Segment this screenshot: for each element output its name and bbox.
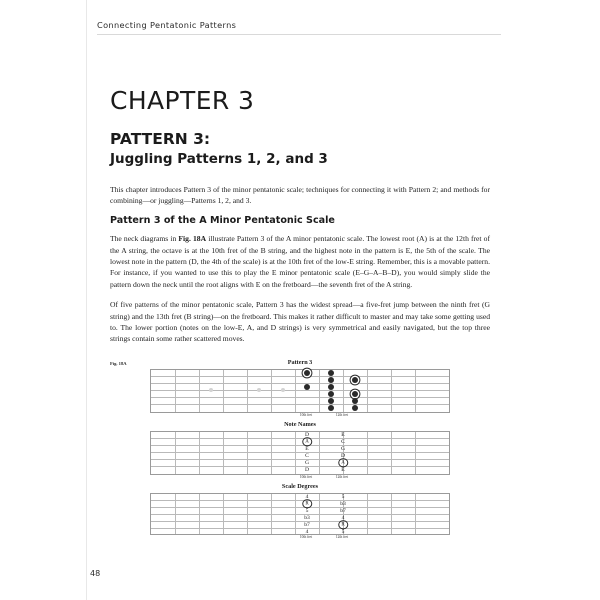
diagram-caption-pattern: Pattern 3 <box>287 358 313 366</box>
scale-degree-high-5: 5 <box>341 528 345 535</box>
note-name-2: E <box>305 445 309 452</box>
paragraph-two: Of five patterns of the minor pentatonic scale, Pattern 3 has the widest spread—a five-fret jump between the ninth fret (G string) and the 13th fret (B string)—on the fretboard. This makes it rather difficult to master and may take some getting used to. The lower portion (notes on the low-E, A, and D strings) is very symmetrical and easily navigated, but the top three strings contain some rather scattered moves. <box>110 300 490 344</box>
note-name-high-0: E <box>341 431 345 438</box>
fret-mark-10th-degrees: 10th fret <box>299 534 313 539</box>
note-name-high-2: G <box>340 445 346 452</box>
scale-degree-0: 4 <box>305 493 309 500</box>
chapter-title: CHAPTER 3 <box>110 86 255 115</box>
note-name-high-1: C <box>341 438 345 445</box>
scale-degree-3: b3 <box>304 514 310 521</box>
note-name-high-4: A <box>338 458 348 468</box>
paragraph-one-post: illustrate Pattern 3 of the A minor pentatonic scale. The lowest root (A) is at the 12th fret of the A string, the octave is at the 10th fret of the B string, and the highest note in the pattern is E, the 5th of the scale. The lowest note in the pattern (D, the 4th of the scale) is at the 10th fret of the low-E string. Remember, this is a movable pattern. For instance, if you wanted to use this to play the E minor pentatonic scale (E–G–A–B–D), you would simply slide the pattern down the neck until the root aligns with E on the fretboard—the seventh fret of the A string. <box>110 234 490 289</box>
note-name-4: G <box>304 459 310 466</box>
note-name-high-5: E <box>341 466 345 473</box>
intro-paragraph: This chapter introduces Pattern 3 of the minor pentatonic scale; techniques for connecting it with Pattern 2; and methods for combining—or juggling—Patterns 1, 2, and 3. <box>110 184 490 205</box>
figure-label: Fig. 18A <box>110 360 127 366</box>
fret-marks-note-names <box>150 475 450 483</box>
figure-18a <box>110 359 490 543</box>
fret-mark-12th-notes: 12th fret <box>335 474 349 479</box>
fret-marks-scale-degrees <box>150 535 450 543</box>
paragraph-one <box>110 233 490 290</box>
fret-marks-pattern <box>150 413 450 421</box>
scale-degree-high-3: 4 <box>341 514 345 521</box>
page-number: 48 <box>90 569 101 578</box>
pattern-subtitle: Juggling Patterns 1, 2, and 3 <box>110 150 328 167</box>
fret-mark-12th: 12th fret <box>335 412 349 417</box>
scale-degree-high-4: R <box>338 520 348 530</box>
note-name-0: D <box>304 431 310 438</box>
scale-degree-2: 5 <box>305 507 309 514</box>
scale-degree-5: 4 <box>305 528 309 535</box>
fretboard-grid-scale-degrees <box>150 493 450 535</box>
scale-degree-4: b7 <box>304 521 310 528</box>
diagram-caption-scale-degrees: Scale Degrees <box>281 482 319 490</box>
paragraph-one-pre: The neck diagrams in <box>110 234 179 244</box>
fret-mark-10th: 10th fret <box>299 412 313 417</box>
fretboard-note-names <box>150 431 450 483</box>
scale-degree-high-0: 5 <box>341 493 345 500</box>
fretboard-scale-degrees <box>150 493 450 543</box>
fretboard-pattern <box>150 369 450 421</box>
section-heading: Pattern 3 of the A Minor Pentatonic Scale <box>110 215 335 227</box>
fretboard-grid-note-names <box>150 431 450 475</box>
note-name-1: A <box>302 437 312 447</box>
running-head: Connecting Pentatonic Patterns <box>97 20 237 30</box>
scale-degree-1: R <box>302 499 312 509</box>
scale-degree-high-1: b3 <box>340 500 346 507</box>
page-content <box>110 88 490 543</box>
diagram-caption-note-names: Note Names <box>284 420 316 428</box>
margin-rule <box>86 0 87 600</box>
scale-degree-high-2: b7 <box>340 507 346 514</box>
fret-mark-12th-degrees: 12th fret <box>335 534 349 539</box>
fretboard-grid-pattern <box>150 369 450 413</box>
fret-mark-10th-notes: 10th fret <box>299 474 313 479</box>
figure-reference: Fig. 18A <box>178 234 207 244</box>
note-name-3: C <box>305 452 309 459</box>
pattern-title: PATTERN 3: <box>110 130 211 149</box>
header-divider <box>97 34 501 35</box>
note-name-high-3: D <box>340 452 346 459</box>
note-name-5: D <box>304 466 310 473</box>
